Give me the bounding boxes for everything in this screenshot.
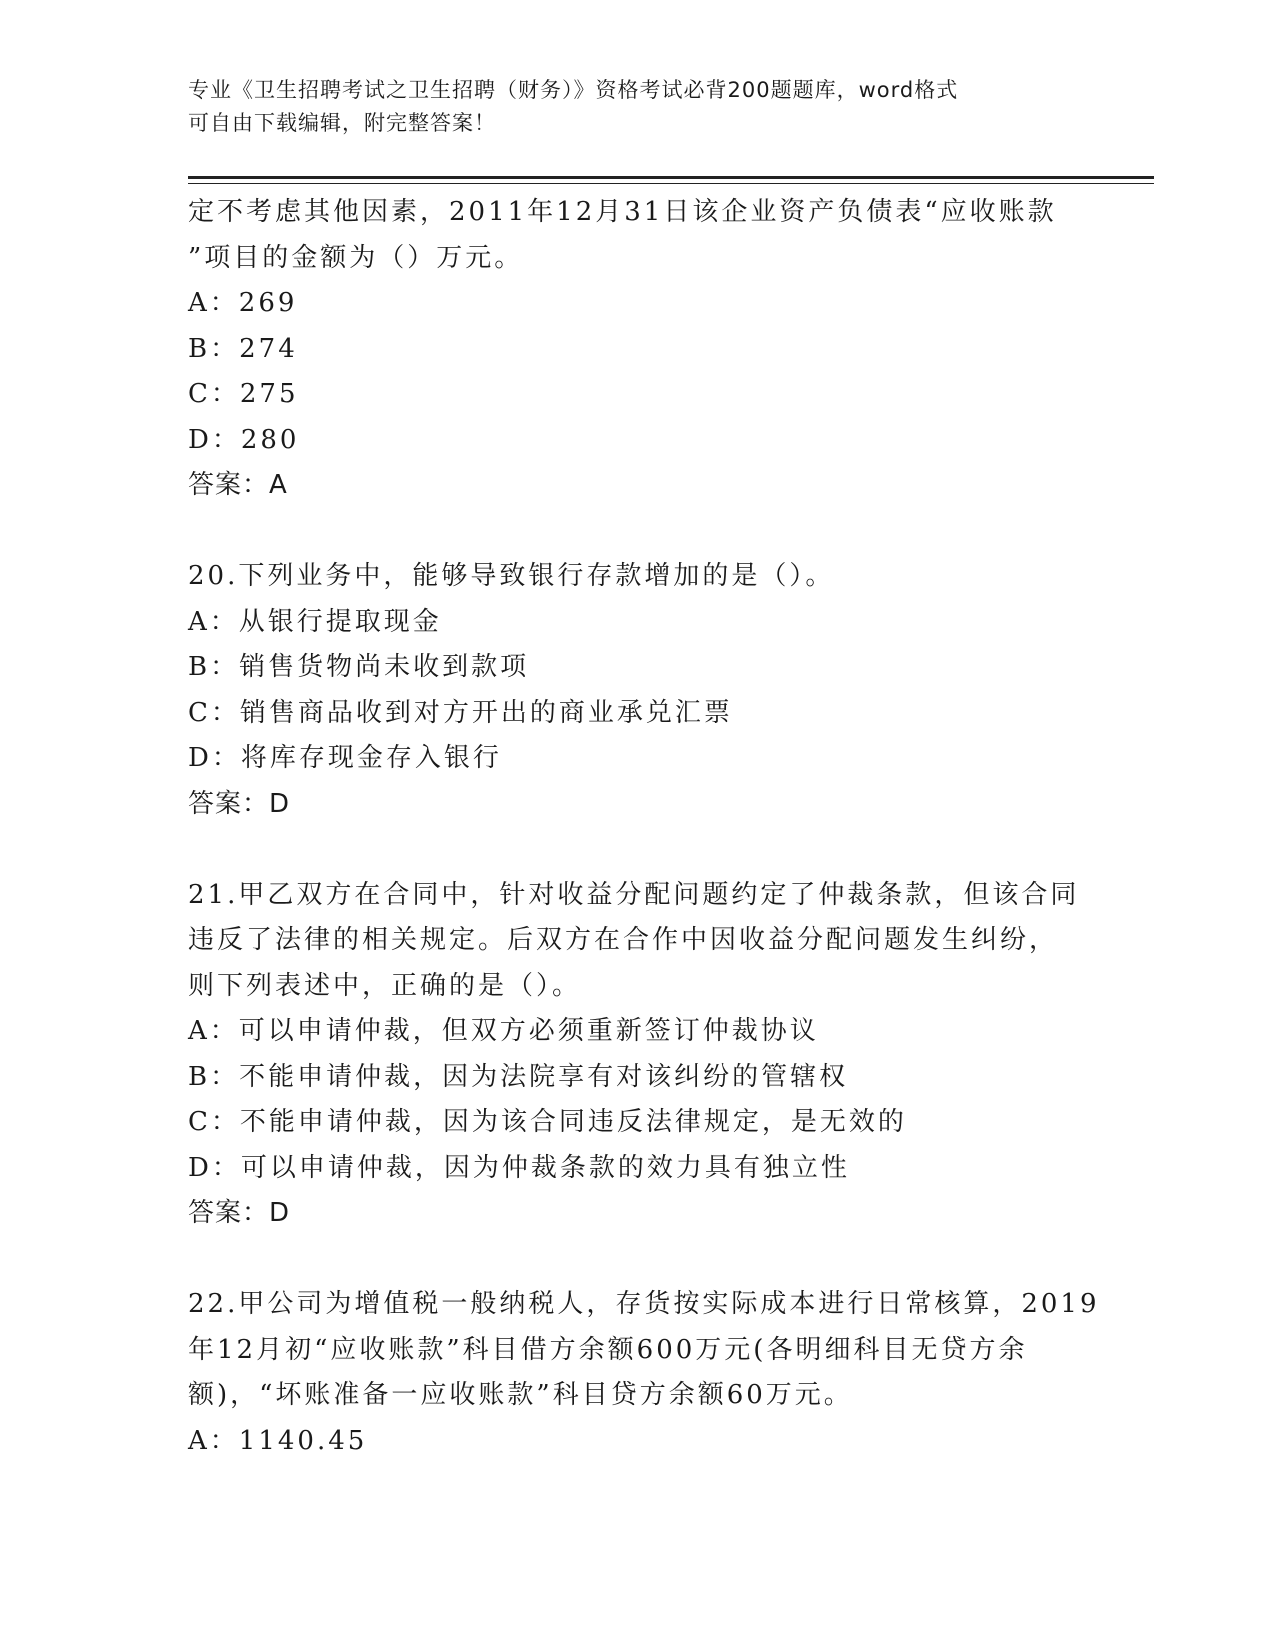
- question-stem-line: 定不考虑其他因素，2011年12月31日该企业资产负债表“应收账款: [188, 197, 1057, 227]
- option-d: D：将库存现金存入银行: [188, 743, 502, 773]
- question-22: [188, 1282, 1100, 1464]
- answer-line: 答案：D: [188, 1198, 291, 1228]
- question-spacer: [188, 827, 1088, 873]
- question-stem-line: 年12月初“应收账款”科目借方余额600万元(各明细科目无贷方余: [188, 1334, 1028, 1365]
- question-19: [188, 190, 1088, 509]
- header-rule-thick: [188, 176, 1154, 179]
- option-c: C：销售商品收到对方开出的商业承兑汇票: [188, 697, 733, 728]
- question-list: [188, 190, 1100, 1464]
- option-b: B：销售货物尚未收到款项: [188, 652, 530, 682]
- option-b: B：274: [188, 333, 298, 364]
- answer-line: 答案：A: [188, 470, 288, 500]
- question-stem-line: 则下列表述中，正确的是（）。: [188, 970, 582, 1001]
- header-title-line-2: 可自由下载编辑，附完整答案！: [188, 111, 496, 135]
- option-d: D：280: [188, 424, 300, 455]
- header-title-line-1: 专业《卫生招聘考试之卫生招聘（财务）》资格考试必背200题题库，word格式: [188, 78, 959, 102]
- question-20: [188, 554, 1088, 827]
- header-rule-thin: [188, 183, 1154, 184]
- question-stem-line: 20.下列业务中，能够导致银行存款增加的是（）。: [188, 561, 835, 591]
- option-c: C：不能申请仲裁，因为该合同违反法律规定，是无效的: [188, 1107, 907, 1137]
- question-stem-line: 额)，“坏账准备一应收账款”科目贷方余额60万元。: [188, 1380, 853, 1410]
- question-spacer: [188, 509, 1088, 555]
- option-b: B：不能申请仲裁，因为法院享有对该纠纷的管辖权: [188, 1061, 849, 1092]
- option-a: A：1140.45: [188, 1425, 368, 1456]
- question-stem-line: 违反了法律的相关规定。后双方在合作中因收益分配问题发生纠纷，: [188, 925, 1059, 955]
- option-a: A：可以申请仲裁，但双方必须重新签订仲裁协议: [188, 1016, 819, 1046]
- option-d: D：可以申请仲裁，因为仲裁条款的效力具有独立性: [188, 1152, 850, 1183]
- question-stem-line: ”项目的金额为（）万元。: [188, 242, 524, 273]
- option-c: C：275: [188, 379, 299, 409]
- option-a: A：从银行提取现金: [188, 606, 442, 637]
- question-spacer: [188, 1237, 1088, 1283]
- answer-line: 答案：D: [188, 788, 291, 819]
- option-a: A：269: [188, 288, 298, 318]
- question-stem-line: 21.甲乙双方在合同中，针对收益分配问题约定了仲裁条款，但该合同: [188, 879, 1080, 910]
- question-stem-line: 22.甲公司为增值税一般纳税人，存货按实际成本进行日常核算，2019: [188, 1289, 1100, 1319]
- question-21: [188, 873, 1088, 1237]
- document-header: [188, 74, 1088, 140]
